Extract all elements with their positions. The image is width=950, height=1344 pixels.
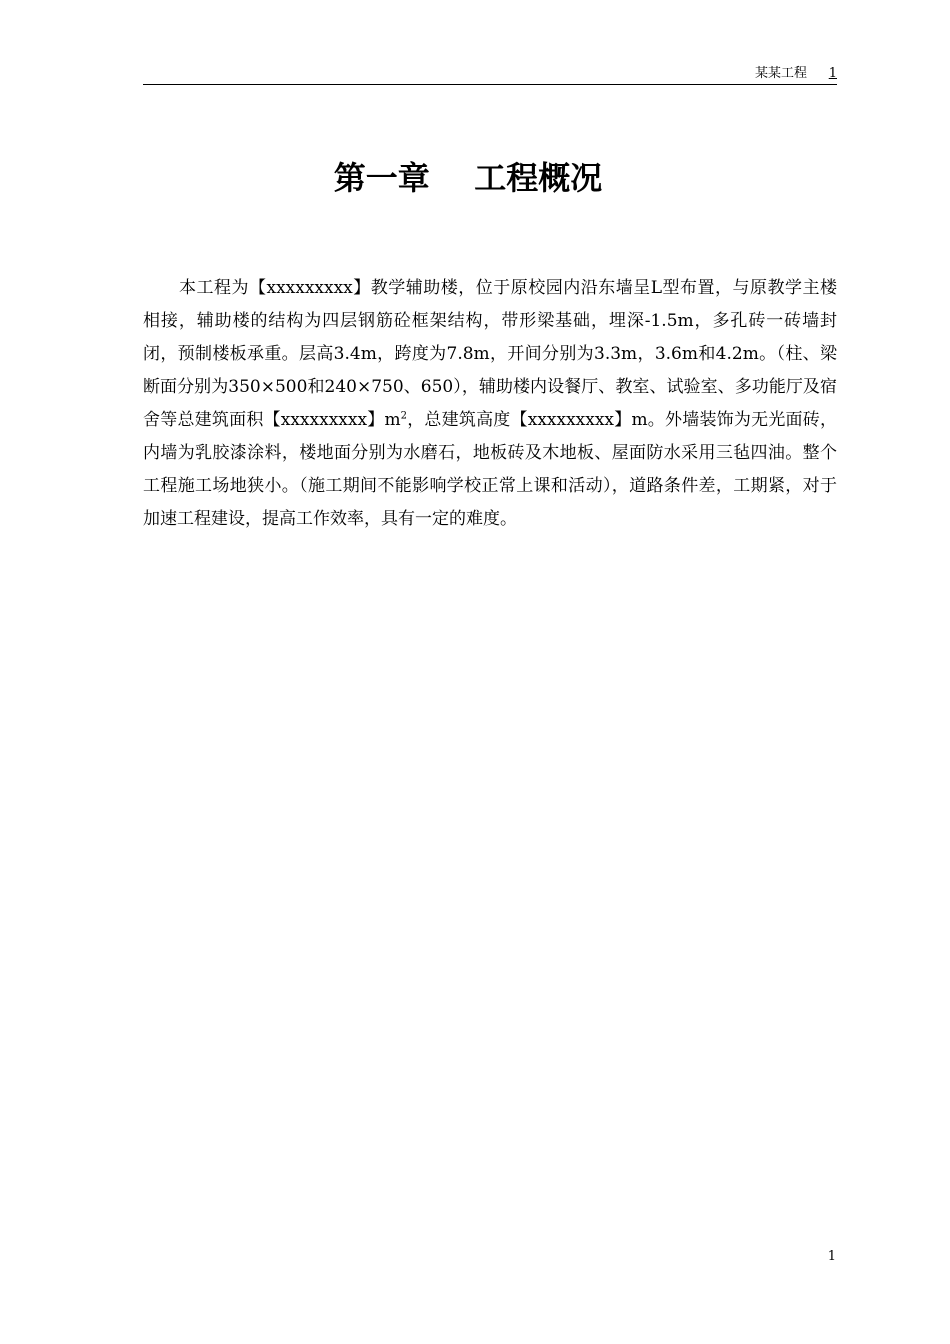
footer-page-number: 1 bbox=[827, 1249, 836, 1264]
area-unit-superscript: 2 bbox=[400, 410, 407, 422]
header-title: 某某工程 bbox=[754, 66, 807, 81]
page-header bbox=[143, 64, 837, 85]
body-paragraph bbox=[143, 272, 837, 536]
header-page-number: 1 bbox=[828, 66, 837, 81]
chapter-title: 第一章 工程概况 bbox=[333, 159, 603, 197]
paragraph-part-2: ，总建筑高度【xxxxxxxxx】m。外墙装饰为无光面砖，内墙为乳胶漆涂料，楼地面分别为水磨石，地板砖及木地板、屋面防水采用三毡四油。整个工程施工场地狭小。（施工期间不能影响学校正常上课和活动），道路条件差，工期紧，对于加速工程建设，提高工作效率，具有一定的难度。 bbox=[143, 410, 837, 529]
paragraph-part-1: 本工程为【xxxxxxxxx】教学辅助楼，位于原校园内沿东墙呈L型布置，与原教学主楼相接，辅助楼的结构为四层钢筋砼框架结构，带形梁基础，埋深-1.5m，多孔砖一砖墙封闭，预制楼板承重。层高3.4m，跨度为7.8m，开间分别为3.3m，3.6m和4.2m。（柱、梁断面分别为350×500和240×750、650），辅助楼内设餐厅、教室、试验室、多功能厅及宿舍等总建筑面积【xxxxxxxxx】m bbox=[143, 278, 837, 430]
